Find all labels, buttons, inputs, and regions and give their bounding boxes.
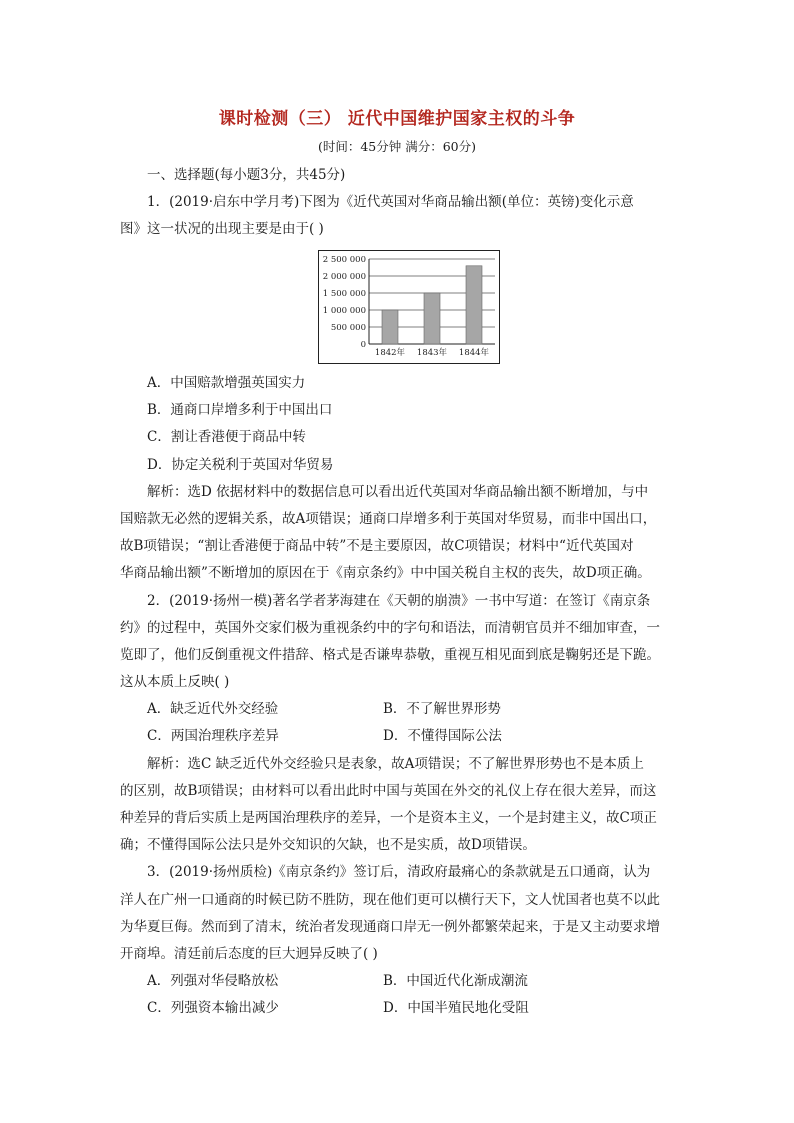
q3-stem-line: 3．(2019·扬州质检)《南京条约》签订后，清政府最痛心的条款就是五口通商，认为 xyxy=(147,864,651,880)
page-subtitle: (时间：45分钟 满分：60分) xyxy=(317,139,477,154)
q2-stem-line: 览即了，他们反倒重视文件措辞、格式是否谦卑恭敬，重视互相见面到底是鞠躬还是下跪。 xyxy=(120,647,660,663)
q3-stem-line: 洋人在广州一口通商的时候已防不胜防，现在他们更可以横行天下，文人忧国者也莫不以此 xyxy=(120,892,660,908)
q1-option-d: D．协定关税利于英国对华贸易 xyxy=(147,457,334,473)
q1-analysis-line: 解析：选D 依据材料中的数据信息可以看出近代英国对华商品输出额不断增加，与中 xyxy=(147,484,649,500)
q2-stem-line: 约》的过程中，英国外交家们极为重视条约中的字句和语法，而清朝官员并不细加审查，一 xyxy=(120,620,660,636)
q1-option-c: C．割让香港便于商品中转 xyxy=(147,429,306,445)
chart-x-tick-label: 1843年 xyxy=(416,348,448,358)
q3-option-c: C．列强资本输出减少 xyxy=(147,1000,279,1016)
chart-bar xyxy=(466,266,482,344)
q2-option-c: C．两国治理秩序差异 xyxy=(147,728,279,744)
q1-stem-line-2: 图》这一状况的出现主要是由于( ) xyxy=(120,221,324,237)
q1-option-a: A．中国赔款增强英国实力 xyxy=(147,375,306,391)
q1-analysis-line: 华商品输出额”不断增加的原因在于《南京条约》中中国关税自主权的丧失，故D项正确。 xyxy=(120,565,651,581)
chart-x-tick-label: 1842年 xyxy=(374,348,406,358)
chart-y-tick-label: 2 500 000 xyxy=(322,255,366,265)
q2-stem-line: 2．(2019·扬州一模)著名学者茅海建在《天朝的崩溃》一书中写道：在签订《南京条 xyxy=(147,593,651,609)
q2-analysis-line: 的区别，故B项错误；由材料可以看出此时中国与英国在外交的礼仪上存在很大差异，而这 xyxy=(120,783,657,799)
q2-option-a: A．缺乏近代外交经验 xyxy=(147,701,279,717)
q1-stem-line-1: 1．(2019·启东中学月考)下图为《近代英国对华商品输出额(单位：英镑)变化示意 xyxy=(147,194,634,210)
q3-option-b: B．中国近代化渐成潮流 xyxy=(383,973,528,989)
chart-y-tick-label: 1 000 000 xyxy=(322,306,366,316)
q3-option-a: A．列强对华侵略放松 xyxy=(147,973,279,989)
chart-bar xyxy=(424,293,440,344)
q2-option-b: B．不了解世界形势 xyxy=(383,701,501,717)
q3-option-d: D．中国半殖民地化受阻 xyxy=(383,1000,529,1016)
chart-x-tick-label: 1844年 xyxy=(458,348,490,358)
chart-y-tick-label: 500 000 xyxy=(330,323,366,333)
q2-analysis-line: 确；不懂得国际公法只是外交知识的欠缺，也不是实质，故D项错误。 xyxy=(120,837,536,853)
q2-option-d: D．不懂得国际公法 xyxy=(383,728,502,744)
q1-analysis-line: 国赔款无必然的逻辑关系，故A项错误；通商口岸增多利于英国对华贸易，而非中国出口， xyxy=(120,511,657,527)
q2-stem-line: 这从本质上反映( ) xyxy=(120,674,230,690)
q3-stem-line: 为华夏巨侮。然而到了清末，统治者发现通商口岸无一例外都繁荣起来，于是又主动要求增 xyxy=(120,919,660,935)
chart-y-tick-label: 1 500 000 xyxy=(322,289,366,299)
q1-option-b: B．通商口岸增多利于中国出口 xyxy=(147,402,333,418)
chart-y-tick-label: 2 000 000 xyxy=(322,272,366,282)
q3-stem-line: 开商埠。清廷前后态度的巨大迥异反映了( ) xyxy=(120,946,378,962)
section-heading: 一、选择题(每小题3分，共45分) xyxy=(147,167,346,183)
q2-analysis-line: 解析：选C 缺乏近代外交经验只是表象，故A项错误；不了解世界形势也不是本质上 xyxy=(147,756,644,772)
chart-bar xyxy=(382,310,398,344)
q2-analysis-line: 种差异的背后实质上是两国治理秩序的差异，一个是资本主义，一个是封建主义，故C项正 xyxy=(120,810,657,826)
chart-y-tick-label: 0 xyxy=(360,340,366,350)
page-title: 课时检测（三） 近代中国维护国家主权的斗争 xyxy=(218,109,576,129)
q1-analysis-line: 故B项错误；“割让香港便于商品中转”不是主要原因，故C项错误；材料中“近代英国对 xyxy=(120,538,634,554)
export-bar-chart xyxy=(318,250,500,364)
